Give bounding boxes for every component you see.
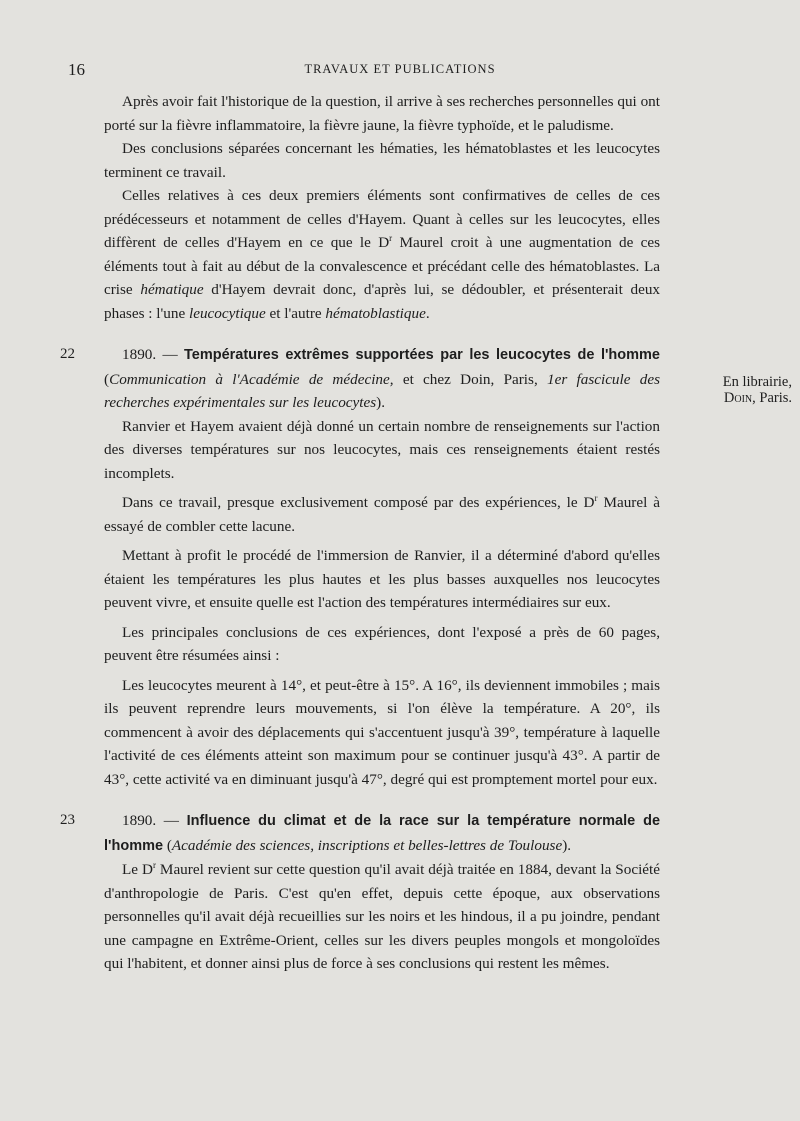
entry-year: 1890. — [122, 346, 184, 363]
margin-note [676, 374, 792, 406]
intro-text-c: d'Hayem devrait donc, d'après lui, se dédoubler, et présenterait deux phases : l'une [104, 281, 661, 322]
intro-text-b: Maurel croit à une augmentation de ces éléments tout à fait au début de la convalescence et précédant celle des hématoblastes. La crise [104, 234, 661, 298]
intro-text-a: Celles relatives à ces deux premiers éléments sont confirmatives de celles de ces prédécesseurs et notamment de celles d'Hayem. Quant à celles sur les leucocytes, elles diffèrent de celles d'Hayem en ce que le D [104, 187, 660, 251]
intro-sup: r [389, 232, 393, 243]
entry-heading [104, 809, 660, 858]
entry-22 [60, 343, 660, 791]
entry-number: 23 [60, 812, 75, 828]
entry22-paragraph-2-prefix: Dans ce travail, presque exclusivement composé par des expériences, le D [122, 494, 595, 511]
intro-paragraph-1: Après avoir fait l'historique de la question, il arrive à ses recherches personnelles qui ont porté sur la fièvre inflammatoire, la fièvre jaune, la fièvre typhoïde, et le paludisme. [104, 93, 660, 134]
body-text [60, 90, 661, 976]
entry-title: Influence du climat et de la race sur la température normale de l'homme [104, 813, 661, 854]
entry-source-italic: Académie des sciences, inscriptions et belles-lettres de Toulouse [171, 836, 563, 854]
margin-note-city: , Paris. [752, 390, 792, 406]
entry22-paragraph-3: Mettant à profit le procédé de l'immersion de Ranvier, il a déterminé d'abord qu'elles étaient les températures les plus hautes et les plus basses auxquelles nos leucocytes peuvent vivre, et ensuite quelle est l'action des températures intermédiaires sur eux. [104, 547, 660, 611]
intro-text-e: . [425, 304, 430, 322]
intro-italic-hematoblastique: hématoblastique [325, 304, 426, 322]
intro-italic-leucocytique: leucocytique [189, 304, 266, 322]
intro-italic-hematique: hématique [140, 281, 204, 298]
entry-source-open: ( [163, 836, 172, 854]
entry-heading [104, 343, 660, 415]
page-header [0, 60, 800, 82]
entry22-paragraph-1: Ranvier et Hayem avaient déjà donné un certain nombre de renseignements sur l'action des diverses températures sur nos leucocytes, mais ces renseignements étaient restés incomplets. [104, 417, 660, 482]
margin-note-publisher: Doin [723, 390, 753, 406]
entry-title: Températures extrêmes supportées par les leucocytes de l'homme [183, 347, 660, 363]
entry-number: 22 [60, 346, 75, 362]
entry-source-open: ( [104, 370, 110, 388]
entry23-paragraph-prefix: Le D [122, 861, 153, 878]
entry23-paragraph-sup: r [152, 859, 156, 870]
entry23-paragraph-text: Maurel revient sur cette question qu'il avait déjà traitée en 1884, devant la Société d'anthropologie de Paris. C'est qu'en effet, depuis cette époque, aux observations personnelles qu'il avait déjà recueillies sur les noirs et les hindous, il a pu joindre, pendant une campagne en Extrême-Orient, celles sur les divers peuples mongols et mongoloïdes qui l'habitent, et donner ainsi plus de force à ses conclusions qui restent les mêmes. [104, 861, 660, 972]
intro-paragraph-2: Des conclusions séparées concernant les hématies, les hématoblastes et les leucocytes terminent ce travail. [104, 140, 660, 181]
entry22-paragraph-4: Les principales conclusions de ces expériences, dont l'exposé a près de 60 pages, peuvent être résumées ainsi : [104, 623, 660, 664]
entry22-paragraph-2-sup: r [594, 492, 598, 503]
entry-23 [60, 809, 661, 976]
entry-year: 1890. — [122, 812, 187, 829]
entry22-paragraph-2 [104, 491, 660, 538]
entry-source-close: ). [376, 394, 386, 411]
margin-note-line2 [676, 390, 792, 406]
running-title: TRAVAUX ET PUBLICATIONS [304, 62, 496, 76]
page-number: 16 [68, 60, 85, 79]
entry-source-italic: Communication à l'Académie de médecine, [109, 370, 394, 388]
entry-source-close: ). [562, 836, 572, 854]
margin-note-line1: En librairie, [722, 374, 792, 390]
intro-text-d: et l'autre [265, 304, 326, 322]
entry22-paragraph-5: Les leucocytes meurent à 14°, et peut-être à 15°. A 16°, ils deviennent immobiles ; mais ils peuvent reprendre leurs mouvements, si l'on élève la température. A 20°, ils commencent à avoir des déplacements qui s'accentuent jusqu'à 39°, température à laquelle l'activité de ces éléments atteint son maximum pour se continuer jusqu'à 43°. A partir de 43°, cette activité va en diminuant jusqu'à 47°, degré qui est promptement mortel pour eux. [104, 676, 660, 788]
intro-paragraph-3 [104, 184, 660, 325]
entry23-paragraph [104, 858, 660, 976]
entry-source-mid: et chez Doin, Paris, [393, 370, 547, 388]
entry22-paragraph-2-text: Maurel à essayé de combler cette lacune. [104, 494, 660, 535]
entry-source-italic-2: 1er fascicule des recherches expérimentales sur les leucocytes [104, 370, 660, 411]
